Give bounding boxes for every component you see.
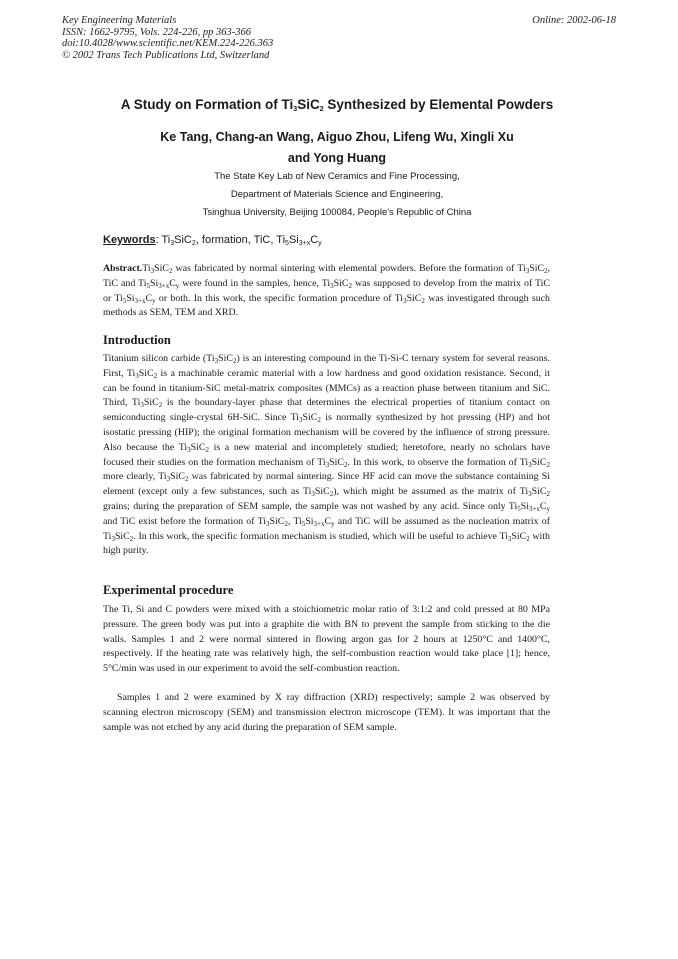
affiliation bbox=[62, 168, 612, 222]
affiliation-line-2: Department of Materials Science and Engineering, bbox=[230, 189, 444, 200]
online-date: Online: 2002-06-18 bbox=[532, 15, 616, 26]
experimental-paragraph-2: Samples 1 and 2 were examined by X ray diffraction (XRD) respectively; sample 2 was observed by scanning electron microscopy (SEM) and transmission electron microscope (TEM). It was important that the sample was not etched by any acid during the preparation of SEM sample. bbox=[103, 692, 550, 733]
affiliation-line-3: Tsinghua University, Beijing 100084, People's Republic of China bbox=[202, 207, 472, 218]
introduction-heading: Introduction bbox=[103, 333, 171, 347]
authors-line-1: Ke Tang, Chang-an Wang, Aiguo Zhou, Lifeng Wu, Xingli Xu bbox=[160, 130, 514, 144]
author-list bbox=[62, 127, 612, 169]
copyright-line: © 2002 Trans Tech Publications Ltd, Switzerland bbox=[62, 49, 270, 61]
issn-line: ISSN: 1662-9795, Vols. 224-226, pp 363-366 bbox=[62, 26, 251, 38]
keywords-text: : $Ti_3SiC_2$, formation, TiC, $Ti_5Si_{3+x}C_y$ bbox=[155, 234, 322, 247]
keywords bbox=[103, 234, 322, 246]
affiliation-line-1: The State Key Lab of New Ceramics and Fine Processing, bbox=[214, 171, 460, 182]
abstract-text: $Ti_3SiC_2$ was fabricated by normal sintering with elemental powders. Before the formation of $Ti_3SiC_2$, TiC and $Ti_5Si_{3+x}C_y$ were found in the samples, hence, $Ti_3SiC_2$ was supposed to develop from the matrix of TiC or $Ti_5Si_{3+x}C_y$ or both. In this work, the specific formation procedure of $Ti_3SiC_2$ was investigated through such methods as SEM, TEM and XRD. bbox=[103, 263, 550, 319]
publication-info bbox=[62, 15, 273, 61]
doi-line: doi:10.4028/www.scientific.net/KEM.224-226.363 bbox=[62, 38, 274, 49]
abstract bbox=[103, 262, 550, 321]
authors-line-2: and Yong Huang bbox=[287, 151, 387, 165]
experimental-heading: Experimental procedure bbox=[103, 583, 234, 597]
introduction-text: Titanium silicon carbide $(Ti_3SiC_2)$ is an interesting compound in the Ti-Si-C ternary system for several reasons. First, $Ti_3SiC_2$ is a machinable ceramic material with a low hardness and good oxidation resistance. Second, it can be found in titanium-SiC metal-matrix composites (MMCs) as a reaction phase between titanium and SiC. Third, $Ti_3SiC_2$ is the boundary-layer phase that determines the electrical properties of titanium contact on semiconducting single-crystal 6H-SiC. Since $Ti_3SiC_2$ is normally synthesized by hot pressing (HP) and hot isostatic pressing (HIP); the original formation mechanism will be covered by the influence of strong pressure. Also because the $Ti_3SiC_2$ is a new material and incompletely studied; heretofore, nearly no scholars have focused their studies on the formation mechanism of $Ti_3SiC_2$. In this work, to observe the formation of $Ti_3SiC_2$ more clearly, $Ti_3SiC_2$ was fabricated by normal sintering. Since HF acid can move the substance containing Si element (except only a few substances, such as $Ti_3SiC_2$), which might be assumed as the matrix of $Ti_3SiC_2$ grains; during the preparation of SEM sample, the sample was not washed by any acid. Since only $Ti_5Si_{3+x}C_y$ and TiC exist before the formation of $Ti_3SiC_2$, $Ti_5Si_{3+x}C_y$ and TiC will be assumed as the nucleation matrix of $Ti_3SiC_2$. In this work, the specific formation mechanism is studied, which will be useful to achieve $Ti_3SiC_2$ with high purity. bbox=[103, 353, 550, 557]
abstract-label: Abstract. bbox=[103, 263, 143, 274]
paper-title: A Study on Formation of $Ti_3SiC_2$ Synthesized by Elemental Powders bbox=[120, 97, 554, 113]
journal-name: Key Engineering Materials bbox=[62, 15, 177, 26]
keywords-label: Keywords bbox=[103, 234, 156, 246]
experimental-paragraph-1: The Ti, Si and C powders were mixed with a stoichiometric molar ratio of 3:1:2 and cold pressed at 80 MPa pressure. The green body was put into a graphite die with BN to prevent the sample from sticking to the die walls. Samples 1 and 2 were normal sintered in flowing argon gas for 2 hours at 1250°C and 1400°C, respectively. If the heating rate was relatively high, the self-combustion reaction would take place [1]; hence, 5°C/min was used in our experiment to avoid the self-combustion reaction. bbox=[103, 604, 550, 675]
